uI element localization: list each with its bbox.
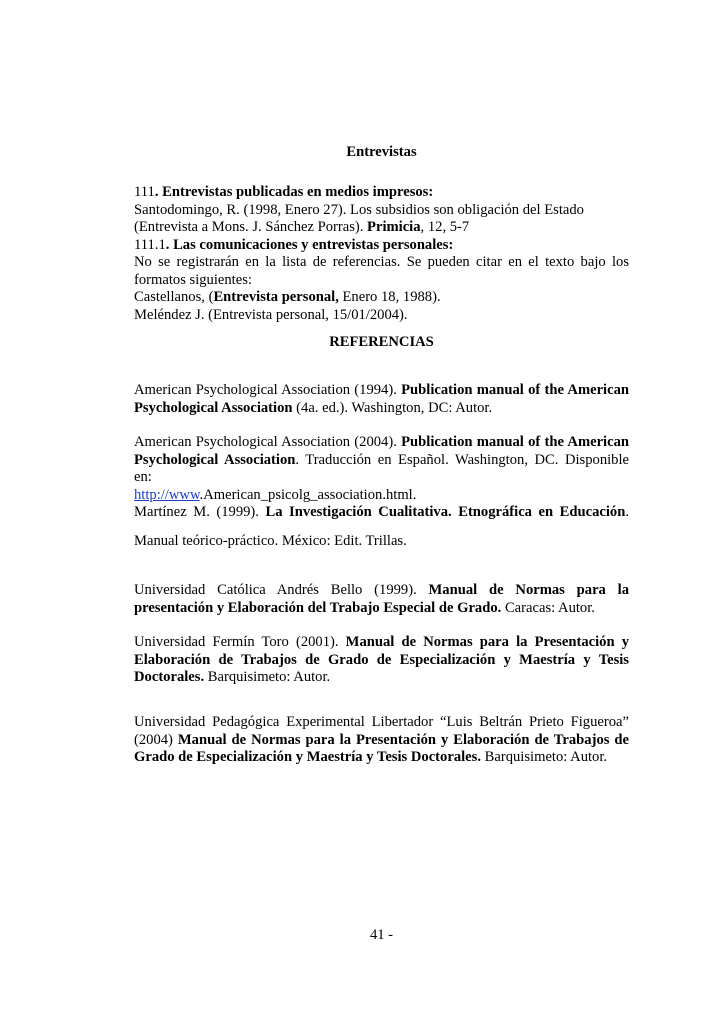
interview-example: Castellanos, (Entrevista personal, Enero 18, 1988).	[134, 289, 441, 305]
interview-example: Meléndez J. (Entrevista personal, 15/01/2004).	[134, 306, 408, 323]
page-number: 41 -	[369, 927, 394, 943]
reference-entry: American Psychological Association (1994). Publication manual of the American Psychological Association (4a. ed.). Washington, DC: Autor.	[134, 382, 629, 416]
personal-interviews-text: No se registrarán en la lista de referencias. Se pueden citar en el texto bajo los formatos siguientes:	[134, 254, 629, 288]
section-title: . Las comunicaciones y entrevistas personales:	[165, 236, 454, 253]
reference-entry: Universidad Católica Andrés Bello (1999). Manual de Normas para la presentación y Elaboración del Trabajo Especial de Grado. Caracas: Autor.	[134, 582, 630, 616]
interviews-section	[134, 184, 629, 324]
reference-link[interactable]: http://www	[134, 486, 200, 503]
interview-citation-line: Santodomingo, R. (1998, Enero 27). Los subsidios son obligación del Estado	[134, 201, 584, 218]
reference-entry: Martínez M. (1999). La Investigación Cualitativa. Etnográfica en Educación. Manual teórico-práctico. México: Edit. Trillas.	[134, 504, 629, 549]
interviews-heading: Entrevistas	[346, 144, 417, 160]
section-number: 111	[134, 184, 155, 200]
reference-entry: Universidad Pedagógica Experimental Libertador “Luis Beltrán Prieto Figueroa” (2004) Manual de Normas para la Presentación y Elaboración de Trabajos de Grado de Especialización y Maestría y Tesis Doctorales. Barquisimeto: Autor.	[134, 714, 629, 765]
publication-name: Primicia	[367, 219, 421, 235]
interview-citation-line: (Entrevista a Mons. J. Sánchez Porras). Primicia, 12, 5-7	[134, 219, 470, 235]
personal-interviews-heading	[134, 237, 629, 255]
section-title: . Entrevistas publicadas en medios impresos:	[154, 184, 434, 200]
section-number: 111.1	[134, 236, 166, 253]
reference-entry: American Psychological Association (2004). Publication manual of the American Psychological Association. Traducción en Español. Washington, DC. Disponible en: http://www.American_psicolg_association.html.	[134, 434, 629, 503]
printed-interviews-heading	[134, 184, 629, 202]
reference-entry: Universidad Fermín Toro (2001). Manual de Normas para la Presentación y Elaboración de Trabajos de Grado de Especialización y Maestría y Tesis Doctorales. Barquisimeto: Autor.	[134, 634, 629, 685]
references-heading: REFERENCIAS	[329, 334, 434, 350]
